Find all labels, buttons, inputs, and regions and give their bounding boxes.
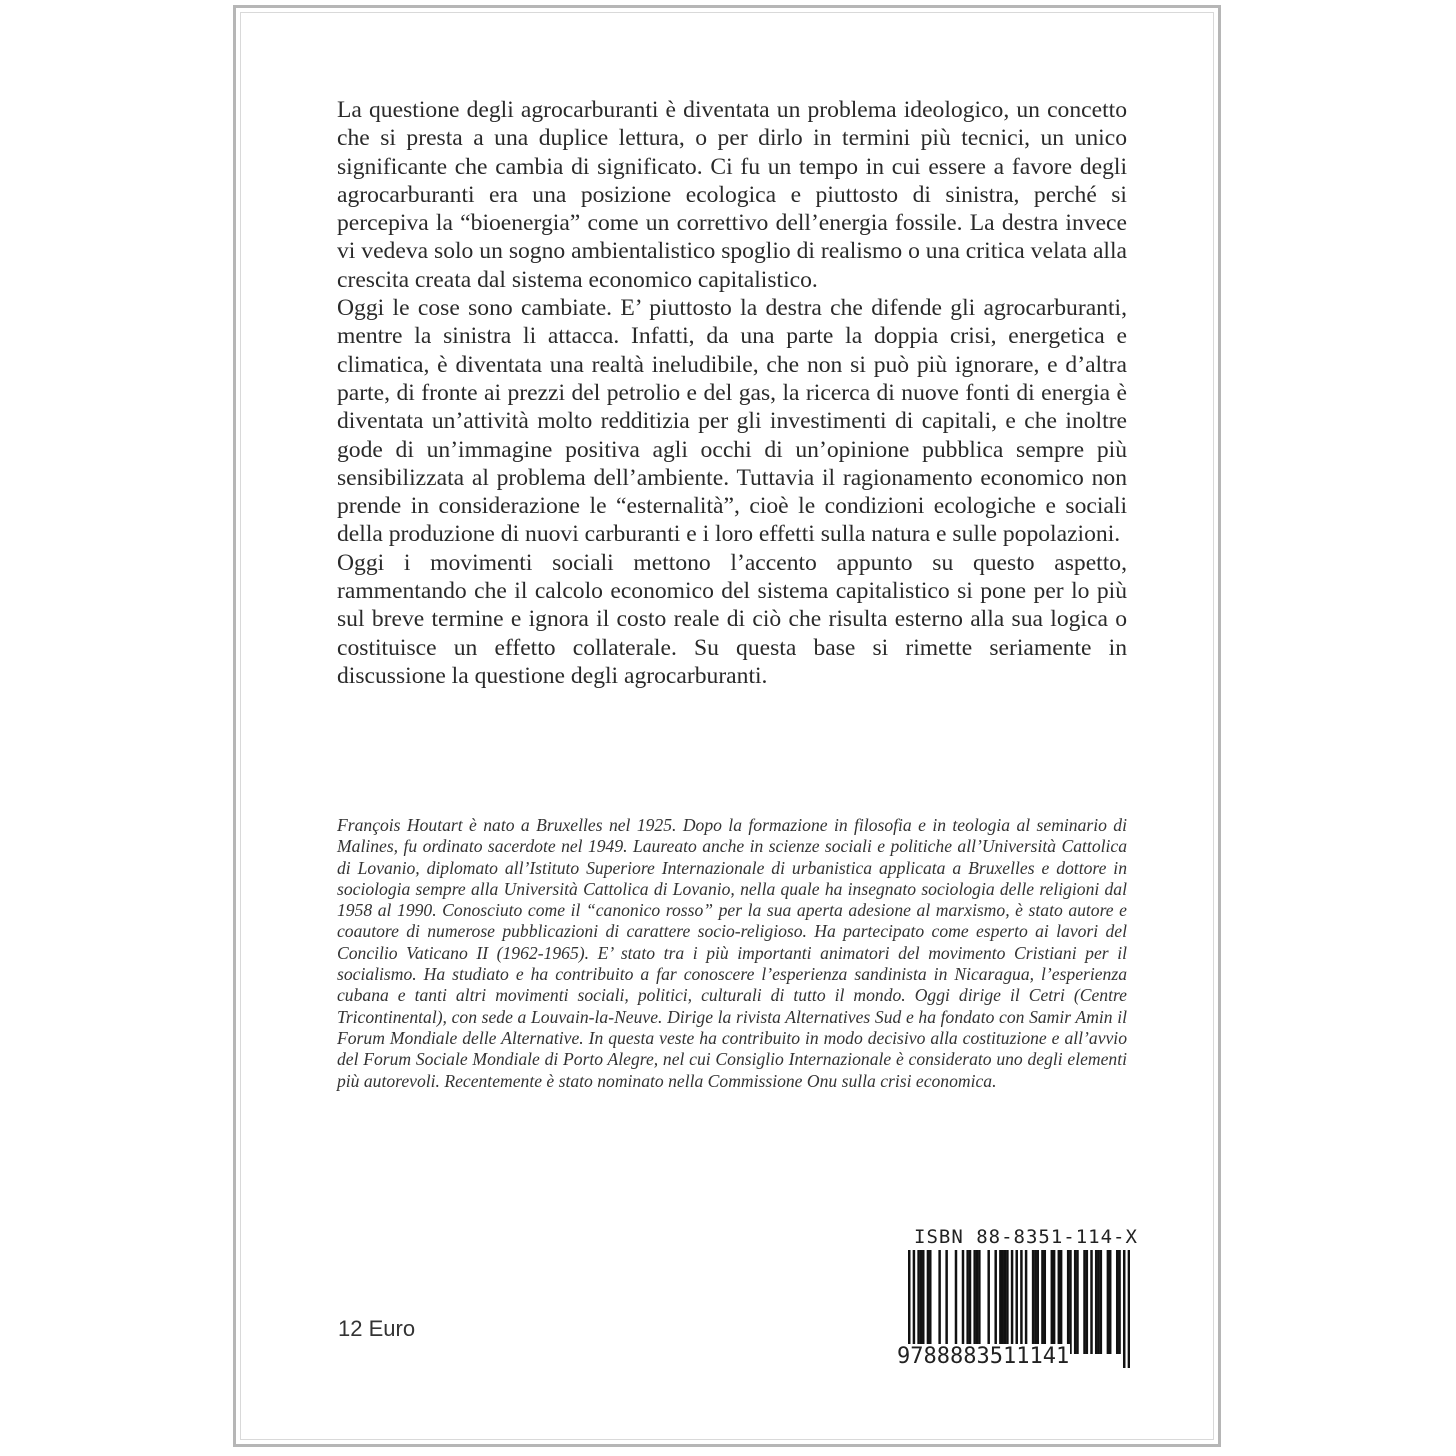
barcode-bar bbox=[938, 1250, 940, 1354]
barcode-bar bbox=[1032, 1250, 1034, 1354]
barcode-bar bbox=[994, 1250, 996, 1354]
barcode-bar bbox=[966, 1250, 968, 1354]
ean-digits bbox=[896, 1344, 1136, 1369]
barcode-bar bbox=[1109, 1250, 1111, 1354]
barcode-bar bbox=[1100, 1250, 1102, 1354]
barcode-bar bbox=[1053, 1250, 1055, 1354]
barcode-bar bbox=[1001, 1250, 1003, 1354]
barcode-bar bbox=[1044, 1250, 1046, 1354]
barcode-bar bbox=[1058, 1250, 1060, 1354]
blurb-paragraph: La questione degli agrocarburanti è diventata un problema ideologico, un concetto che si presta a una duplice lettura, o per dirlo in termini più tecnici, un unico significante che cambia di significato. Ci fu un tempo in cui essere a favore degli agrocarburanti era una posizione ecologica e piuttosto di sinistra, perché si percepiva la “bioenergia” come un correttivo dell’energia fossile. La destra invece vi vedeva solo un sogno ambientalistico spoglio di realismo o una critica velata alla crescita creata dal sistema economico capitalistico. bbox=[337, 97, 1127, 293]
barcode-bar bbox=[1107, 1250, 1109, 1354]
barcode-bar bbox=[1090, 1250, 1092, 1354]
barcode-bar bbox=[987, 1250, 989, 1354]
barcode-bar bbox=[999, 1250, 1001, 1354]
barcode-bar bbox=[978, 1250, 980, 1354]
barcode-bar bbox=[976, 1250, 978, 1354]
barcode-bar bbox=[920, 1250, 922, 1354]
barcode-bar bbox=[917, 1250, 919, 1354]
isbn-label: ISBN 88-8351-114-X bbox=[914, 1226, 1138, 1248]
barcode-bar bbox=[1004, 1250, 1006, 1354]
blurb-text bbox=[337, 96, 1127, 690]
barcode-bar bbox=[962, 1250, 964, 1354]
barcode-bar bbox=[1037, 1250, 1039, 1354]
barcode-bar bbox=[1076, 1250, 1078, 1354]
barcode-bar bbox=[1060, 1250, 1062, 1354]
barcode-bar bbox=[1011, 1250, 1013, 1354]
barcode-bar bbox=[1025, 1250, 1027, 1354]
barcode-bar bbox=[929, 1250, 931, 1354]
barcode-bar bbox=[1041, 1250, 1043, 1354]
barcode-bar bbox=[1118, 1250, 1120, 1354]
barcode bbox=[896, 1226, 1136, 1376]
barcode-bar bbox=[927, 1250, 929, 1354]
barcode-bar bbox=[1006, 1250, 1008, 1354]
blurb-paragraph: Oggi i movimenti sociali mettono l’accento appunto su questo aspetto, rammentando che il calcolo economico del sistema capitalistico si pone per lo più sul breve termine e ignora il costo reale di ciò che risulta esterno alla sua logica o costituisce un effetto collaterale. Su questa base si rimette seriamente in discussione la questione degli agrocarburanti. bbox=[337, 549, 1127, 689]
barcode-bar bbox=[1069, 1250, 1071, 1354]
price-label: 12 Euro bbox=[338, 1316, 416, 1341]
barcode-bar bbox=[1067, 1250, 1069, 1354]
barcode-bar bbox=[945, 1250, 947, 1354]
ean-number: 9788883511141 bbox=[897, 1344, 1070, 1369]
barcode-bar bbox=[922, 1250, 924, 1354]
barcode-bar bbox=[955, 1250, 957, 1354]
barcode-bar bbox=[1116, 1250, 1118, 1354]
barcode-bar bbox=[1086, 1250, 1088, 1354]
barcode-bar bbox=[1074, 1250, 1076, 1354]
blurb-paragraph: Oggi le cose sono cambiate. E’ piuttosto la destra che difende gli agrocarburanti, mentre la sinistra li attacca. Infatti, da una parte la doppia crisi, energetica e climatica, è diventata una realtà ineludibile, che non si può più ignorare, e d’altra parte, di fronte ai prezzi del petrolio e del gas, la ricerca di nuove fonti di energia è diventata un’attività molto redditizia per gli investimenti di capitali, e che inoltre gode di un’immagine positiva agli occhi di un’opinione pubblica sempre più sensibilizzata al problema dell’ambiente. Tuttavia il ragionamento economico non prende in considerazione le “esternalità”, cioè le condizioni ecologiche e sociali della produzione di nuovi carburanti e i loro effetti sulla natura e sulle popolazioni. bbox=[337, 295, 1127, 548]
barcode-bar bbox=[1034, 1250, 1036, 1354]
barcode-bar bbox=[1095, 1250, 1097, 1354]
barcode-bar bbox=[1083, 1250, 1085, 1354]
barcode-bar bbox=[1097, 1250, 1099, 1354]
barcode-bar bbox=[1051, 1250, 1053, 1354]
barcode-bar bbox=[973, 1250, 975, 1354]
author-bio: François Houtart è nato a Bruxelles nel 1925. Dopo la formazione in filosofia e in teologia al seminario di Malines, fu ordinato sacerdote nel 1949. Laureato anche in scienze sociali e politiche all’Università Cattolica di Lovanio, diplomato all’Istituto Superiore Internazionale di urbanistica applicata a Bruxelles e dottore in sociologia sempre alla Università Cattolica di Lovanio, nella quale ha insegnato sociologia delle religioni dal 1958 al 1990. Conosciuto come il “canonico rosso” per la sua aperta adesione al marxismo, è stato autore e coautore di numerose pubblicazioni di carattere socio-religioso. Ha partecipato come esperto ai lavori del Concilio Vaticano II (1962-1965). E’ stato tra i più importanti animatori del movimento Cristiani per il socialismo. Ha studiato e ha contribuito a far conoscere l’esperienza sandinista in Nicaragua, l’esperienza cubana e tanti altri movimenti sociali, politici, culturali di tutto il mondo. Oggi dirige il Cetri (Centre Tricontinental), con sede a Louvain-la-Neuve. Dirige la rivista Alternatives Sud e ha fondato con Samir Amin il Forum Mondiale delle Alternative. In questa veste ha contribuito in modo decisivo alla costituzione e all’avvio del Forum Sociale Mondiale di Porto Alegre, nel cui Consiglio Internazionale è considerato uno degli elementi più autorevoli. Recentemente è stato nominato nella Commissione Onu sulla crisi economica. bbox=[337, 815, 1127, 1091]
barcode-bar bbox=[969, 1250, 971, 1354]
